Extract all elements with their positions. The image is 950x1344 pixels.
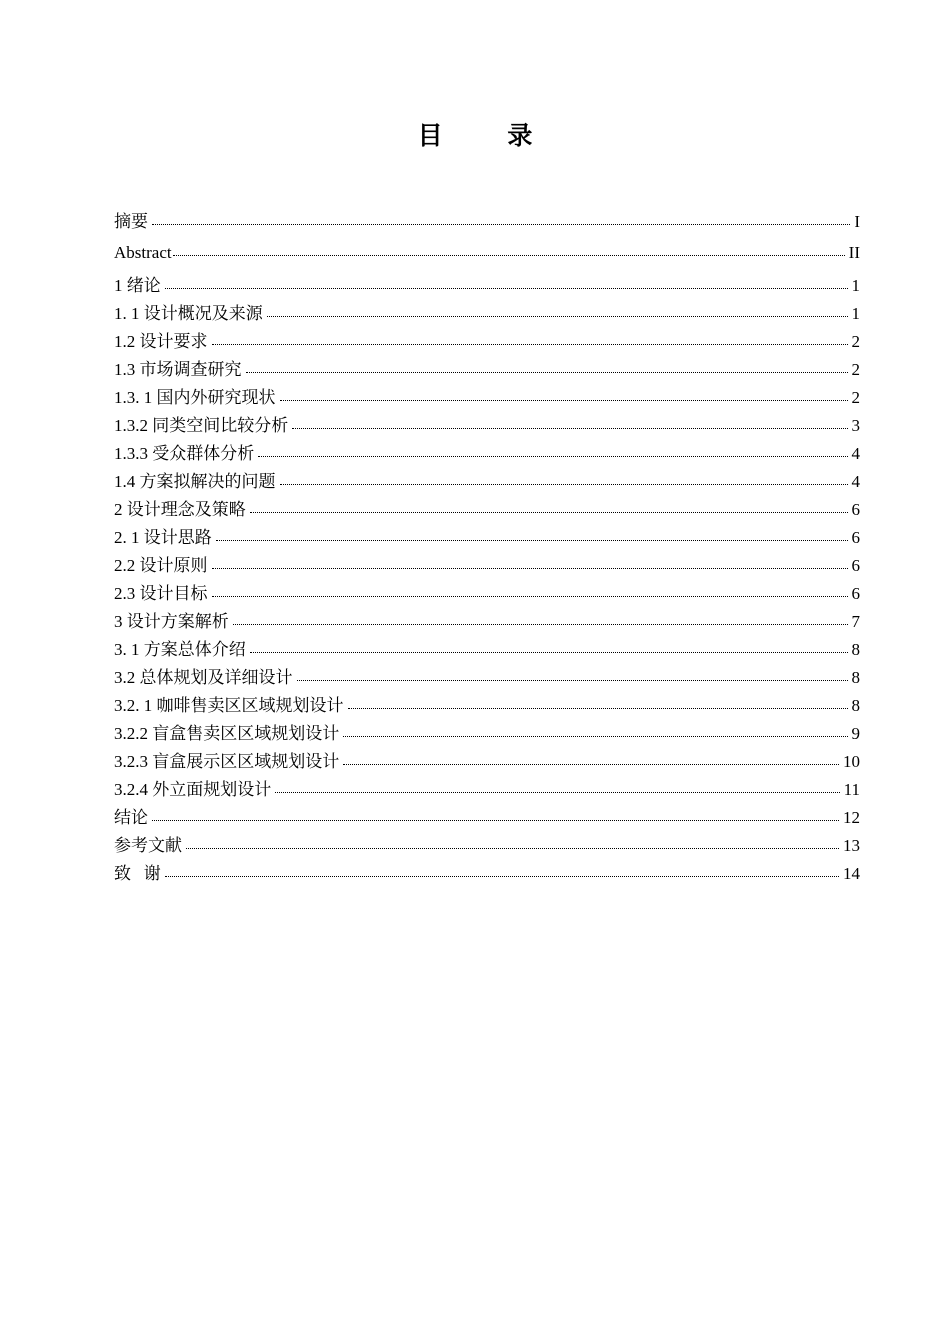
toc-entry[interactable] xyxy=(114,720,860,748)
toc-entry[interactable] xyxy=(114,636,860,664)
page-title: 目 录 xyxy=(417,121,561,150)
toc-leader-dots xyxy=(246,358,848,373)
toc-entry-page: 1 xyxy=(851,276,860,295)
toc-entry-references[interactable] xyxy=(114,832,860,860)
toc-leader-dots xyxy=(297,666,848,681)
toc-entry-page: 6 xyxy=(851,584,860,603)
toc-leader-dots xyxy=(250,498,848,513)
toc-entry-label: 1.4 方案拟解决的问题 xyxy=(114,472,276,491)
toc-entry-page: 6 xyxy=(851,500,860,519)
toc-entry[interactable] xyxy=(114,608,860,636)
toc-entry-page: I xyxy=(854,212,860,231)
toc-entry-page: 3 xyxy=(851,416,860,435)
toc-entry-page: 12 xyxy=(843,808,860,827)
toc-leader-dots xyxy=(173,241,845,256)
toc-entry[interactable] xyxy=(114,440,860,468)
toc-entry-label: 3 设计方案解析 xyxy=(114,612,229,631)
toc-leader-dots xyxy=(292,414,847,429)
toc-leader-dots xyxy=(212,330,848,345)
toc-entry[interactable] xyxy=(114,384,860,412)
toc-entry-page: 8 xyxy=(851,696,860,715)
toc-entry[interactable] xyxy=(114,412,860,440)
toc-entry[interactable] xyxy=(114,496,860,524)
toc-entry-page: 8 xyxy=(851,668,860,687)
toc-entry-label: 2.2 设计原则 xyxy=(114,556,208,575)
toc-entry-page: 4 xyxy=(851,472,860,491)
toc-entry-label: 参考文献 xyxy=(114,836,182,855)
toc-leader-dots xyxy=(233,610,848,625)
toc-entry-conclusion[interactable] xyxy=(114,804,860,832)
toc-leader-dots xyxy=(165,862,839,877)
toc-entry-label: 3. 1 方案总体介绍 xyxy=(114,640,246,659)
toc-entry-label: 2.3 设计目标 xyxy=(114,584,208,603)
toc-entry-page: II xyxy=(848,243,860,262)
toc-entry-label: 3.2.4 外立面规划设计 xyxy=(114,780,272,799)
toc-leader-dots xyxy=(343,750,839,765)
toc-leader-dots xyxy=(250,638,848,653)
toc-leader-dots xyxy=(343,722,847,737)
toc-leader-dots xyxy=(152,210,850,225)
toc-leader-dots xyxy=(165,274,848,289)
toc-entry-label: 2. 1 设计思路 xyxy=(114,528,212,547)
toc-entry[interactable] xyxy=(114,776,860,804)
toc-entry-page: 6 xyxy=(851,528,860,547)
toc-entry-page: 1 xyxy=(851,304,860,323)
toc-entry-label: 1.3. 1 国内外研究现状 xyxy=(114,388,276,407)
toc-entry[interactable] xyxy=(114,300,860,328)
toc-entry-page: 10 xyxy=(843,752,860,771)
toc-entry-page: 14 xyxy=(843,864,860,883)
toc-entry-page: 13 xyxy=(843,836,860,855)
toc-entry-label: 3.2 总体规划及详细设计 xyxy=(114,668,293,687)
toc-entry-label: 1.3.2 同类空间比较分析 xyxy=(114,416,289,435)
toc-leader-dots xyxy=(267,302,848,317)
toc-entry-page: 4 xyxy=(851,444,860,463)
table-of-contents xyxy=(114,206,860,888)
toc-entry-label: 2 设计理念及策略 xyxy=(114,500,246,519)
toc-entry-page: 2 xyxy=(851,332,860,351)
toc-entry-page: 2 xyxy=(851,360,860,379)
toc-leader-dots xyxy=(280,386,848,401)
toc-entry[interactable] xyxy=(114,580,860,608)
toc-entry-page: 2 xyxy=(851,388,860,407)
toc-entry-label: Abstract xyxy=(114,243,172,262)
toc-entry[interactable] xyxy=(114,272,860,300)
toc-leader-dots xyxy=(216,526,848,541)
toc-entry-page: 7 xyxy=(851,612,860,631)
toc-entry[interactable] xyxy=(114,692,860,720)
toc-leader-dots xyxy=(275,778,839,793)
toc-entry-label: 1 绪论 xyxy=(114,276,161,295)
toc-entry-label: 1.3.3 受众群体分析 xyxy=(114,444,255,463)
toc-entry-page: 11 xyxy=(843,780,860,799)
toc-entry-label: 摘要 xyxy=(114,212,148,231)
toc-entry-label: 1. 1 设计概况及来源 xyxy=(114,304,263,323)
toc-entry-label: 致 谢 xyxy=(114,864,161,883)
toc-entry-label: 3.2.3 盲盒展示区区域规划设计 xyxy=(114,752,340,771)
toc-entry[interactable] xyxy=(114,552,860,580)
toc-entry[interactable] xyxy=(114,664,860,692)
toc-entry-label: 1.2 设计要求 xyxy=(114,332,208,351)
toc-entry-page: 8 xyxy=(851,640,860,659)
toc-leader-dots xyxy=(258,442,847,457)
toc-entry-abstract-cn[interactable] xyxy=(114,206,860,237)
toc-leader-dots xyxy=(186,834,839,849)
toc-entry-acknowledgements[interactable] xyxy=(114,860,860,888)
toc-entry-label: 3.2. 1 咖啡售卖区区域规划设计 xyxy=(114,696,344,715)
toc-leader-dots xyxy=(212,554,848,569)
toc-entry[interactable] xyxy=(114,356,860,384)
toc-entry[interactable] xyxy=(114,748,860,776)
toc-entry[interactable] xyxy=(114,328,860,356)
toc-leader-dots xyxy=(348,694,848,709)
toc-entry-abstract-en[interactable] xyxy=(114,237,860,268)
toc-entry[interactable] xyxy=(114,524,860,552)
toc-leader-dots xyxy=(280,470,848,485)
toc-entry-label: 1.3 市场调查研究 xyxy=(114,360,242,379)
toc-entry-page: 6 xyxy=(851,556,860,575)
toc-entry-page: 9 xyxy=(851,724,860,743)
toc-entry-label: 3.2.2 盲盒售卖区区域规划设计 xyxy=(114,724,340,743)
toc-leader-dots xyxy=(152,806,839,821)
toc-leader-dots xyxy=(212,582,848,597)
toc-entry-label: 结论 xyxy=(114,808,148,827)
toc-entry[interactable] xyxy=(114,468,860,496)
